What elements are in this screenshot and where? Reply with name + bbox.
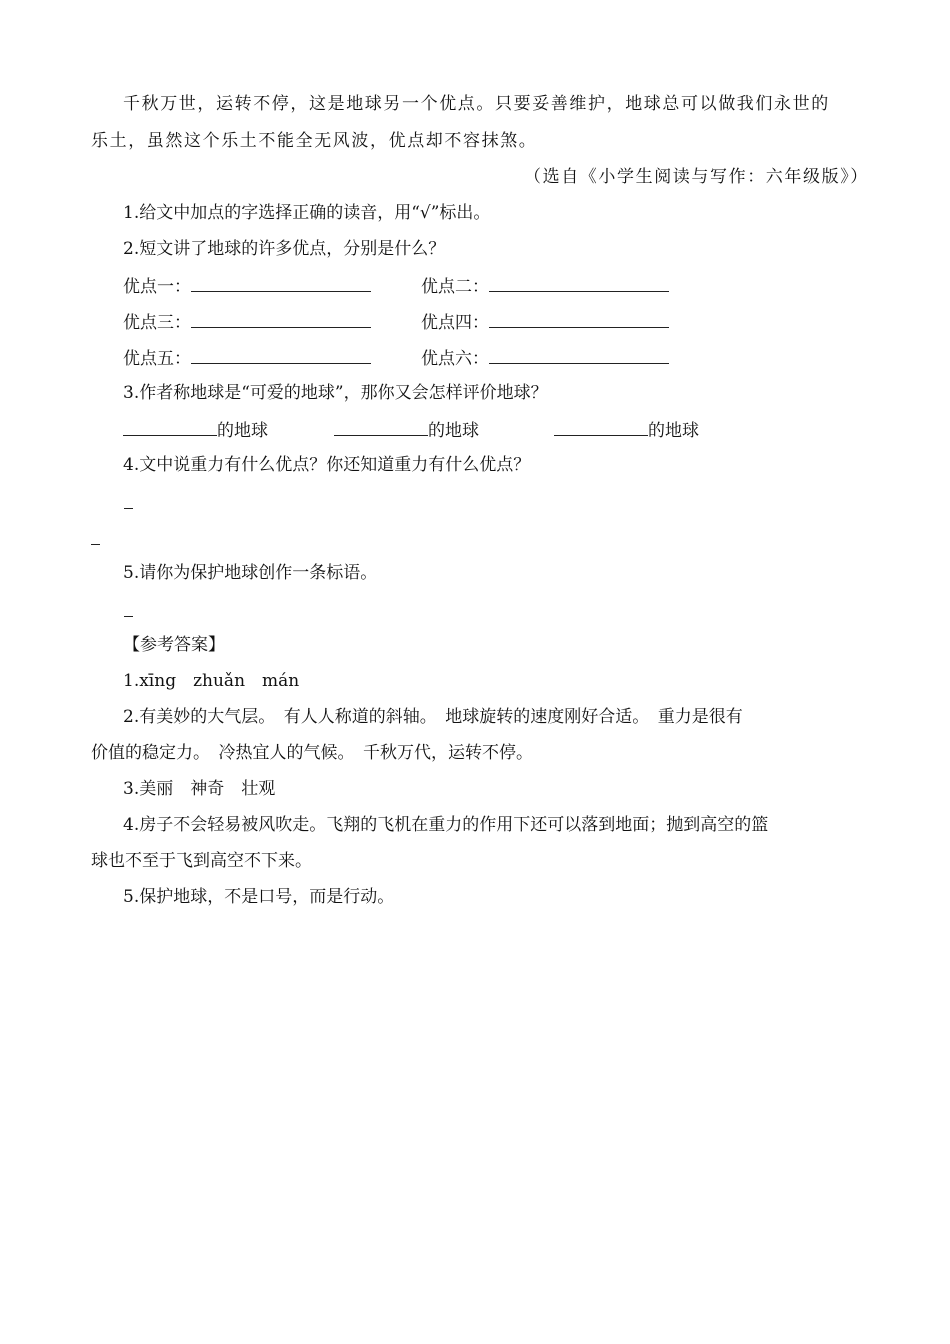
answer-4-line-2: 球也不至于飞到高空不下来。: [91, 851, 312, 871]
q2-answer-blank-3[interactable]: [191, 309, 371, 328]
answer-1: 1.xīng zhuǎn mán: [123, 671, 300, 691]
answer-5: 5.保护地球，不是口号，而是行动。: [123, 887, 395, 907]
passage-line-1: 千秋万世，运转不停，这是地球另一个优点。只要妥善维护，地球总可以做我们永世的: [123, 94, 830, 114]
q3-answer-row: [123, 417, 268, 443]
q2-answer-blank-6[interactable]: [489, 345, 669, 364]
q3-answer-row: [334, 417, 479, 443]
answer-blank-row: [123, 309, 371, 335]
q3-answer-blank-1[interactable]: [123, 417, 217, 436]
answer-blank-row: [123, 273, 371, 299]
q2-answer-blank-1[interactable]: [191, 273, 371, 292]
q2-answer-blank-5[interactable]: [191, 345, 371, 364]
question-5: 5.请你为保护地球创作一条标语。: [123, 563, 378, 583]
q2-answer-blank-2[interactable]: [489, 273, 669, 292]
answer-3: 3.美丽 神奇 壮观: [123, 779, 276, 799]
answer-2-line-2: 价值的稳定力。 冷热宜人的气候。 千秋万代，运转不停。: [91, 743, 533, 763]
q3-answer-row: [554, 417, 699, 443]
passage-source: （选自《小学生阅读与写作：六年级版》）: [524, 167, 869, 187]
answer-blank-row: [421, 345, 669, 371]
answer-4-line-1: 4.房子不会轻易被风吹走。飞翔的飞机在重力的作用下还可以落到地面；抛到高空的篮: [123, 815, 769, 835]
q3-answer-blank-2[interactable]: [334, 417, 428, 436]
q2-label-3: 优点三：: [123, 313, 191, 333]
q5-answer-line[interactable]: [124, 616, 133, 617]
q4-answer-line-2[interactable]: [91, 544, 100, 545]
question-2: 2.短文讲了地球的许多优点，分别是什么？: [123, 239, 446, 259]
q3-suffix-2: 的地球: [428, 421, 479, 441]
q3-answer-blank-3[interactable]: [554, 417, 648, 436]
answer-blank-row: [421, 309, 669, 335]
answer-2-line-1: 2.有美妙的大气层。 有人人称道的斜轴。 地球旋转的速度刚好合适。 重力是很有: [123, 707, 743, 727]
q2-label-5: 优点五：: [123, 349, 191, 369]
answer-blank-row: [123, 345, 371, 371]
q3-suffix-1: 的地球: [217, 421, 268, 441]
q3-suffix-3: 的地球: [648, 421, 699, 441]
question-1: 1.给文中加点的字选择正确的读音，用“√”标出。: [123, 203, 491, 223]
q4-answer-line-1[interactable]: [124, 508, 133, 509]
question-3: 3.作者称地球是“可爱的地球”，那你又会怎样评价地球？: [123, 383, 548, 403]
answer-blank-row: [421, 273, 669, 299]
answers-heading: 【参考答案】: [123, 635, 225, 655]
passage-line-2: 乐土，虽然这个乐土不能全无风波，优点却不容抹煞。: [91, 131, 538, 151]
q2-label-6: 优点六：: [421, 349, 489, 369]
q2-label-2: 优点二：: [421, 277, 489, 297]
q2-label-1: 优点一：: [123, 277, 191, 297]
q2-label-4: 优点四：: [421, 313, 489, 333]
q2-answer-blank-4[interactable]: [489, 309, 669, 328]
question-4: 4.文中说重力有什么优点？你还知道重力有什么优点？: [123, 455, 531, 475]
